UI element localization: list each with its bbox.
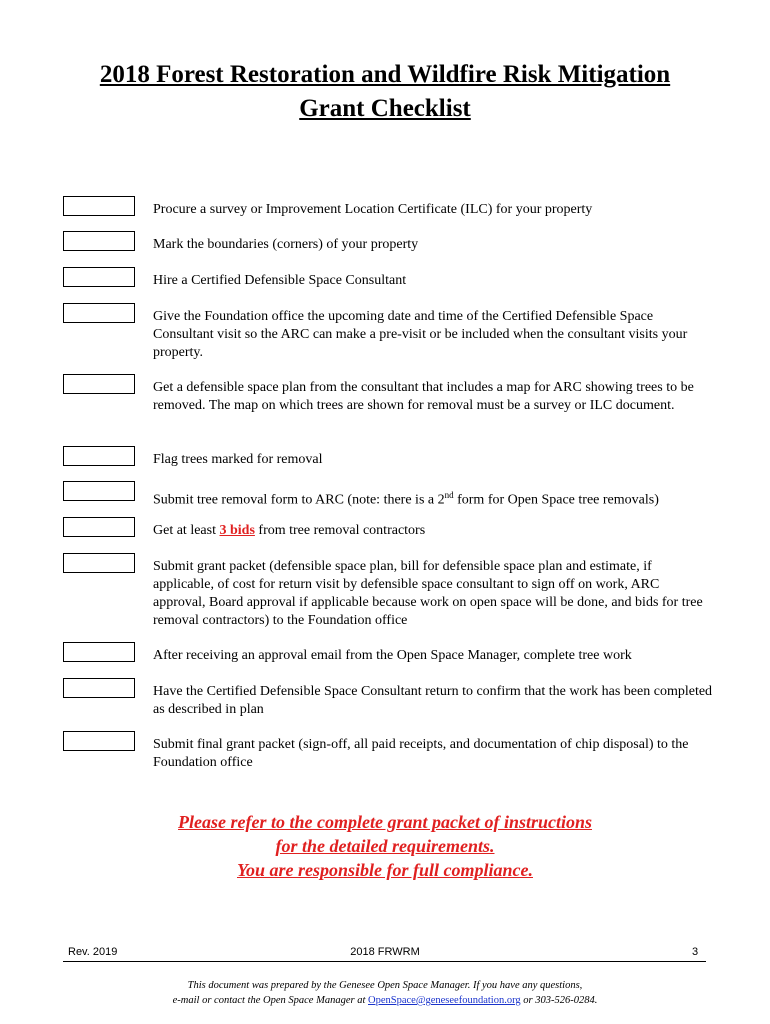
checkbox[interactable] xyxy=(63,642,135,662)
checkbox[interactable] xyxy=(63,374,135,394)
checkbox[interactable] xyxy=(63,267,135,287)
prepared-line-2: e-mail or contact the Open Space Manager at OpenSpace@geneseefoundation.org or 303-526-0284. xyxy=(172,995,598,1006)
checkbox[interactable] xyxy=(63,303,135,323)
checklist-item-text: Have the Certified Defensible Space Consultant return to confirm that the work has been completed as described in plan xyxy=(153,684,713,717)
checkbox[interactable] xyxy=(63,678,135,698)
checklist-item-text: Submit tree removal form to ARC (note: there is a 2nd form for Open Space tree removals) xyxy=(153,490,659,508)
checklist-item-text: Hire a Certified Defensible Space Consultant xyxy=(153,273,407,288)
bids-emphasis: 3 bids xyxy=(219,523,255,538)
checkbox[interactable] xyxy=(63,231,135,251)
checklist-item-text: Get at least 3 bids from tree removal contractors xyxy=(153,523,426,538)
notice-line-2: for the detailed requirements. xyxy=(275,836,495,856)
checklist-item-text: Get a defensible space plan from the consultant that includes a map for ARC showing trees to be removed. The map on which trees are shown for removal must be a survey or ILC document. xyxy=(153,380,694,413)
prepared-line-1: This document was prepared by the Genesee Open Space Manager. If you have any questions, xyxy=(187,980,583,991)
title-line-1: 2018 Forest Restoration and Wildfire Risk Mitigation xyxy=(99,61,671,88)
footer-center-label: 2018 FRWRM xyxy=(350,946,420,958)
checklist-item-text: Flag trees marked for removal xyxy=(153,452,323,467)
checkbox[interactable] xyxy=(63,446,135,466)
checkbox[interactable] xyxy=(63,481,135,501)
checklist-item-text: Procure a survey or Improvement Location Certificate (ILC) for your property xyxy=(153,202,593,217)
checkbox[interactable] xyxy=(63,553,135,573)
prepared-note xyxy=(0,978,770,1008)
email-link[interactable]: OpenSpace@geneseefoundation.org xyxy=(368,995,521,1006)
checklist-item-text: After receiving an approval email from the Open Space Manager, complete tree work xyxy=(153,648,632,663)
page-title xyxy=(0,58,770,126)
footer-divider xyxy=(63,961,706,962)
superscript: nd xyxy=(444,490,454,500)
notice-line-1: Please refer to the complete grant packet of instructions xyxy=(178,812,592,832)
checklist-item-text: Mark the boundaries (corners) of your property xyxy=(153,237,419,252)
compliance-notice xyxy=(0,810,770,882)
notice-line-3: You are responsible for full compliance. xyxy=(237,860,533,880)
checkbox[interactable] xyxy=(63,196,135,216)
checkbox[interactable] xyxy=(63,517,135,537)
checkbox[interactable] xyxy=(63,731,135,751)
checklist-item-text: Give the Foundation office the upcoming date and time of the Certified Defensible Space Consultant visit so the ARC can make a pre-visit or be included when the consultant visits your property. xyxy=(153,309,688,360)
page-number: 3 xyxy=(692,946,699,958)
revision-label: Rev. 2019 xyxy=(68,946,118,958)
title-line-2: Grant Checklist xyxy=(299,95,471,122)
checklist-item-text: Submit final grant packet (sign-off, all paid receipts, and documentation of chip disposal) to the Foundation office xyxy=(153,737,689,770)
checklist-item-text: Submit grant packet (defensible space plan, bill for defensible space plan and estimate, if applicable, of cost for return visit by defensible space consultant to sign off on work, ARC approval, Board approval if applicable because work on open space will be done, and bids for tree removal contractors) to the Foundation office xyxy=(153,559,703,628)
